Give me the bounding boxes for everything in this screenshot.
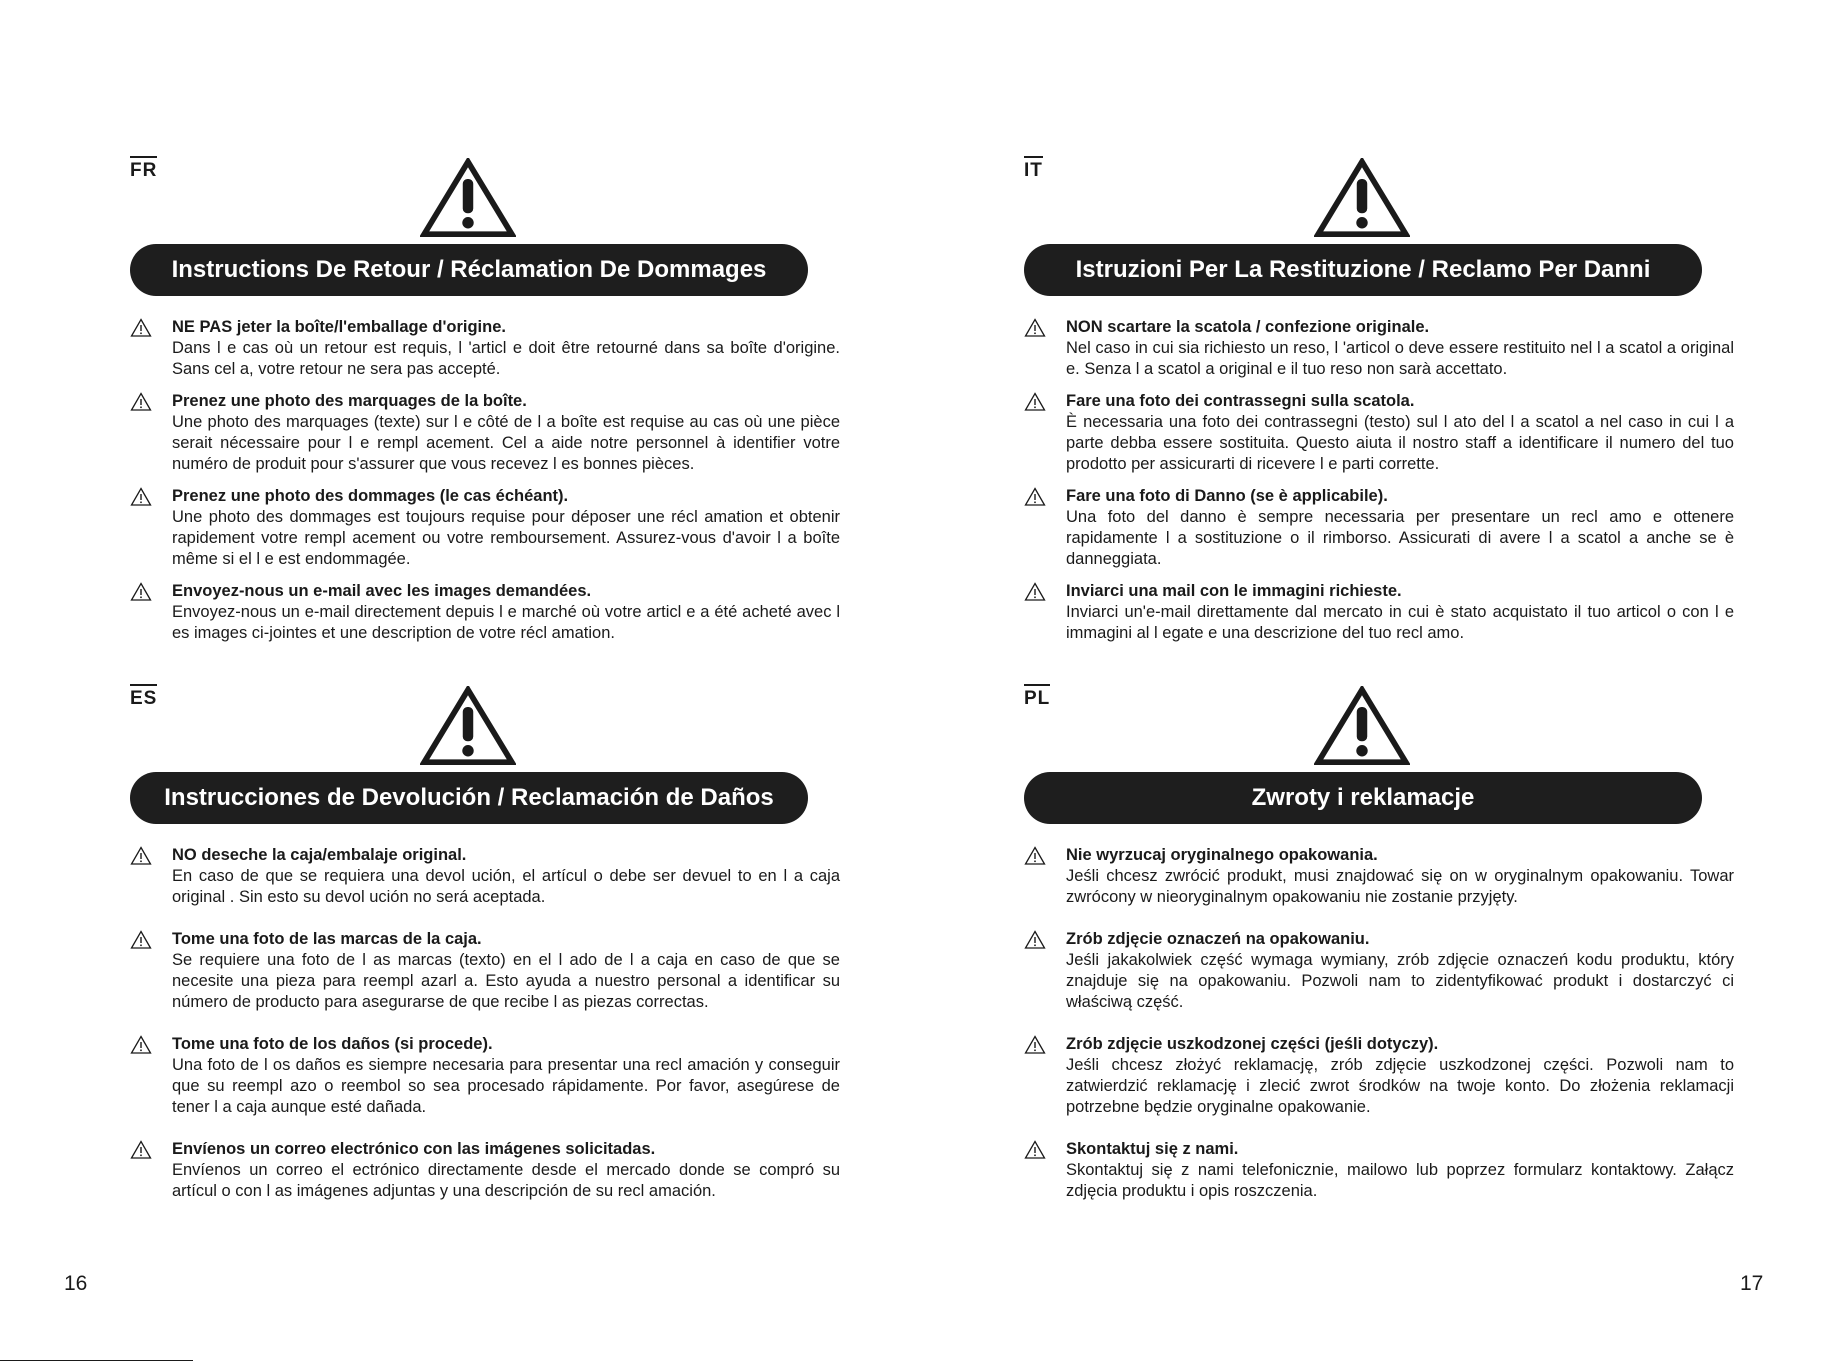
section-title: Instructions De Retour / Réclamation De Dommages	[130, 244, 808, 296]
list-item	[1024, 1033, 1734, 1118]
item-body: Una foto del danno è sempre necessaria per presentare un recl amo e ottenere rapidamente l a sostituzione o il rimborso. Assicurati di avere l a scatol a anche se è danneggiata.	[1066, 508, 1734, 568]
list-item	[1024, 580, 1734, 644]
item-body: Dans l e cas où un retour est requis, l 'articl e doit être retourné dans sa boîte d'origine. Sans cel a, votre retour ne sera pas accepté.	[172, 339, 840, 378]
list-item	[1024, 485, 1734, 570]
section-title: Instrucciones de Devolución / Reclamación de Daños	[130, 772, 808, 824]
item-body: Une photo des marquages (texte) sur l e côté de l a boîte est requise au cas où une pièce serait nécessaire pour l e rempl acement. Cel a aide notre personnel à identifier votre numéro de produit pour s'assurer que vous recevez l es bonnes pièces.	[172, 413, 840, 473]
item-body: Inviarci un'e-mail direttamente dal mercato in cui è stato acquistato il tuo articol o con l e immagini al l egate e una descrizione del tuo recl amo.	[1066, 603, 1734, 642]
list-item	[130, 928, 840, 1013]
warning-icon	[130, 1035, 152, 1054]
warning-icon	[130, 1140, 152, 1159]
item-title: NO deseche la caja/embalaje original.	[172, 846, 467, 864]
warning-icon	[130, 487, 152, 506]
page-number-right: 17	[1740, 1272, 1764, 1295]
warning-triangle-icon	[420, 158, 516, 238]
item-title: Fare una foto di Danno (se è applicabile).	[1066, 487, 1388, 505]
list-item	[1024, 390, 1734, 475]
item-title: Fare una foto dei contrassegni sulla scatola.	[1066, 392, 1415, 410]
warning-triangle-icon	[420, 686, 516, 766]
item-body: En caso de que se requiera una devol ución, el artícul o debe ser devuel to en l a caja original . Sin esto su devol ución no será aceptada.	[172, 867, 840, 906]
warning-icon	[130, 930, 152, 949]
item-title: Zrób zdjęcie uszkodzonej części (jeśli dotyczy).	[1066, 1035, 1439, 1053]
item-title: Tome una foto de las marcas de la caja.	[172, 930, 482, 948]
item-body: Jeśli chcesz złożyć reklamację, zrób zdjęcie uszkodzonej części. Pozwoli nam to zatwierdzić reklamację i zlecić zwrot środków na twoje konto. Do złożenia reklamacji potrzebne będzie oryginalne opakowanie.	[1066, 1056, 1734, 1116]
warning-icon	[1024, 392, 1046, 411]
item-body: È necessaria una foto dei contrassegni (testo) sul l ato del l a scatol a nel caso in cui l a parte debba essere sostituita. Questo aiuta il nostro staff a identificare il numero del tuo prodotto per assicurarti di ricevere l e parti corrette.	[1066, 413, 1734, 473]
item-body: Skontaktuj się z nami telefonicznie, mailowo lub poprzez formularz kontaktowy. Załącz zdjęcia produktu i opis roszczenia.	[1066, 1161, 1734, 1200]
list-item	[130, 844, 840, 908]
instruction-list	[130, 844, 840, 1212]
list-item	[130, 1033, 840, 1118]
warning-icon	[1024, 318, 1046, 337]
item-title: NON scartare la scatola / confezione originale.	[1066, 318, 1430, 336]
item-title: Envíenos un correo electrónico con las imágenes solicitadas.	[172, 1140, 656, 1158]
warning-icon	[130, 846, 152, 865]
language-code: IT	[1024, 156, 1043, 181]
item-title: Inviarci una mail con le immagini richieste.	[1066, 582, 1402, 600]
item-title: Envoyez-nous un e-mail avec les images demandées.	[172, 582, 592, 600]
warning-icon	[130, 392, 152, 411]
language-code: PL	[1024, 684, 1050, 709]
item-body: Une photo des dommages est toujours requise pour déposer une récl amation et obtenir rapidement votre rempl acement ou votre remboursement. Assurez-vous d'avoir l a boîte même si el l e est endommagée.	[172, 508, 840, 568]
list-item	[130, 485, 840, 570]
list-item	[130, 316, 840, 380]
list-item	[1024, 844, 1734, 908]
warning-icon	[130, 318, 152, 337]
list-item	[130, 580, 840, 644]
section-title: Zwroty i reklamacje	[1024, 772, 1702, 824]
warning-icon	[1024, 1140, 1046, 1159]
item-title: Zrób zdjęcie oznaczeń na opakowaniu.	[1066, 930, 1370, 948]
list-item	[1024, 928, 1734, 1013]
warning-icon	[1024, 487, 1046, 506]
warning-triangle-icon	[1314, 686, 1410, 766]
item-title: Skontaktuj się z nami.	[1066, 1140, 1239, 1158]
item-body: Jeśli chcesz zwrócić produkt, musi znajdować się on w oryginalnym opakowaniu. Towar zwrócony w nieoryginalnym opakowaniu nie zostanie przyjęty.	[1066, 867, 1734, 906]
item-body: Una foto de l os daños es siempre necesaria para presentar una recl amación y conseguir que su reempl azo o reembol so sea procesado rápidamente. Por favor, asegúrese de tener l a caja aunque esté dañada.	[172, 1056, 840, 1116]
item-body: Jeśli jakakolwiek część wymaga wymiany, zrób zdjęcie oznaczeń kodu produktu, który znajduje się na opakowaniu. Pozwoli nam to zidentyfikować produkt i dostarczyć ci właściwą część.	[1066, 951, 1734, 1011]
page-number-left: 16	[64, 1272, 88, 1295]
item-title: Tome una foto de los daños (si procede).	[172, 1035, 493, 1053]
list-item	[130, 390, 840, 475]
list-item	[1024, 1138, 1734, 1202]
item-title: Prenez une photo des marquages de la boîte.	[172, 392, 527, 410]
item-body: Se requiere una foto de l as marcas (texto) en el l ado de l a caja en caso de que se necesite una pieza para reempl azarl a. Esto ayuda a nuestro personal a identificar su número de producto para asegurarse de que recibe l as piezas correctas.	[172, 951, 840, 1011]
item-body: Envoyez-nous un e-mail directement depuis l e marché où votre articl e a été acheté avec l es images ci-jointes et une description de votre récl amation.	[172, 603, 840, 642]
warning-icon	[130, 582, 152, 601]
language-code: ES	[130, 684, 157, 709]
instruction-list	[1024, 844, 1734, 1212]
item-title: NE PAS jeter la boîte/l'emballage d'origine.	[172, 318, 506, 336]
warning-triangle-icon	[1314, 158, 1410, 238]
warning-icon	[1024, 1035, 1046, 1054]
warning-icon	[1024, 846, 1046, 865]
list-item	[130, 1138, 840, 1202]
item-title: Prenez une photo des dommages (le cas échéant).	[172, 487, 569, 505]
item-body: Nel caso in cui sia richiesto un reso, l 'articol o deve essere restituito nel l a scatol a original e. Senza l a scatol a original e il tuo reso non sarà accettato.	[1066, 339, 1734, 378]
list-item	[1024, 316, 1734, 380]
language-code: FR	[130, 156, 157, 181]
warning-icon	[1024, 582, 1046, 601]
section-title: Istruzioni Per La Restituzione / Reclamo Per Danni	[1024, 244, 1702, 296]
instruction-list	[130, 316, 840, 654]
item-title: Nie wyrzucaj oryginalnego opakowania.	[1066, 846, 1378, 864]
warning-icon	[1024, 930, 1046, 949]
item-body: Envíenos un correo el ectrónico directamente desde el mercado donde se compró su artícul o con l as imágenes adjuntas y una descripción de su recl amación.	[172, 1161, 840, 1200]
instruction-list	[1024, 316, 1734, 654]
